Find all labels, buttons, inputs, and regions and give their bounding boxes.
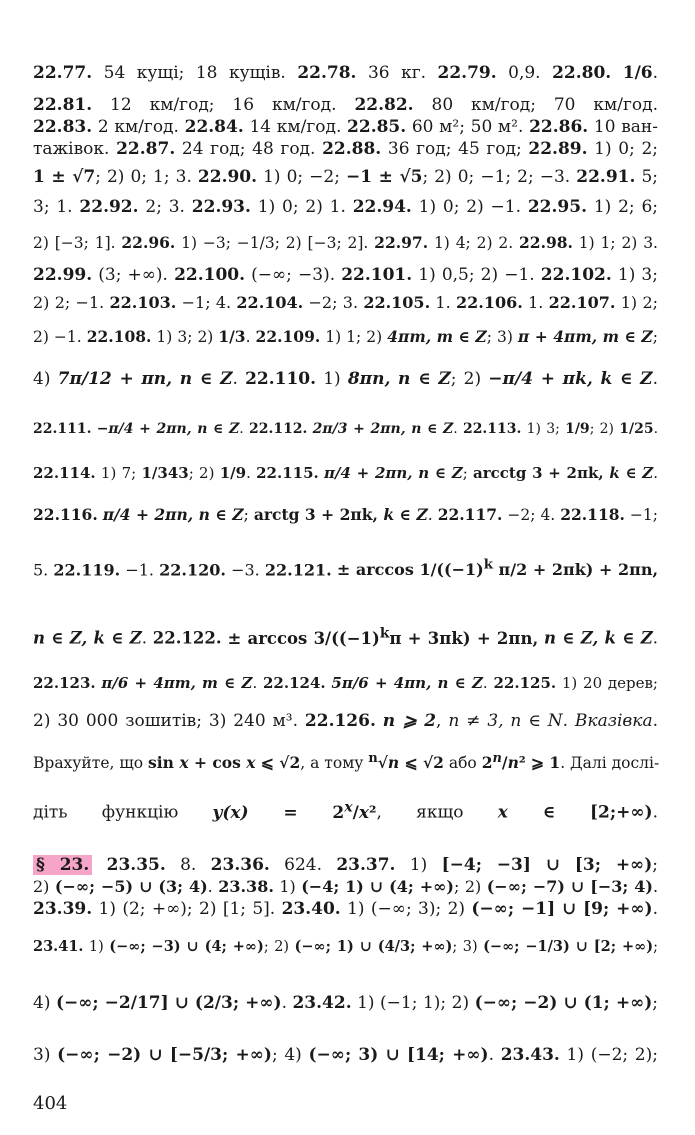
answer-line: 4) 7π/12 + πn, n ∈ Z. 22.110. 1) 8πn, n ∈ Z; 2) −π/4 + πk, k ∈ Z.	[33, 369, 658, 389]
answer-line: 2) −1. 22.108. 1) 3; 2) 1/3. 22.109. 1) 1; 2) 4πm, m ∈ Z; 3) π + 4πm, m ∈ Z;	[33, 327, 658, 346]
answer-line: 22.116. π/4 + 2πn, n ∈ Z; arctg 3 + 2πk, k ∈ Z. 22.117. −2; 4. 22.118. −1;	[33, 505, 658, 524]
answer-line: 2) [−3; 1]. 22.96. 1) −3; −1/3; 2) [−3; 2]. 22.97. 1) 4; 2) 2. 22.98. 1) 1; 2) 3.	[33, 233, 658, 252]
answer-line: 22.77. 54 кущі; 18 кущів. 22.78. 36 кг. 22.79. 0,9. 22.80. 1/6.	[33, 63, 659, 83]
answer-line: 3; 1. 22.92. 2; 3. 22.93. 1) 0; 2) 1. 22.94. 1) 0; 2) −1. 22.95. 1) 2; 6;	[33, 197, 658, 217]
answer-line: Врахуйте, що sin x + cos x ⩽ √2, а тому $^n$√n ⩽ √2 або 2$^n$/n² ⩾ 1. Далі дослі-	[33, 751, 660, 773]
answer-line: 22.111. −π/4 + 2πn, n ∈ Z. 22.112. 2π/3 + 2πn, n ∈ Z. 22.113. 1) 3; 1/9; 2) 1/25.	[33, 421, 659, 437]
answer-line: 22.123. π/6 + 4πm, m ∈ Z. 22.124. 5π/6 + 4πn, n ∈ Z. 22.125. 1) 20 дерев;	[33, 674, 658, 692]
answer-line: 22.114. 1) 7; 1/343; 2) 1/9. 22.115. π/4 + 2πn, n ∈ Z; arcctg 3 + 2πk, k ∈ Z.	[33, 464, 659, 482]
answer-line: 22.99. (3; +∞). 22.100. (−∞; −3). 22.101. 1) 0,5; 2) −1. 22.102. 1) 3;	[33, 265, 658, 285]
answer-line: 5. 22.119. −1. 22.120. −3. 22.121. ± $\arccos 1/((-1)^k$ π/2 + 2πk) + 2πn,	[33, 557, 659, 580]
answer-line: тажівок. 22.87. 24 год; 48 год. 22.88. 36 год; 45 год; 22.89. 1) 0; 2;	[33, 139, 658, 159]
answer-line: 1 ± √7; 2) 0; 1; 3. 22.90. 1) 0; −2; −1 ± √5; 2) 0; −1; 2; −3. 22.91. 5;	[33, 167, 658, 187]
answer-line: 2) 30 000 зошитів; 3) 240 м³. 22.126. n ⩾ 2, n ≠ 3, n ∈ N. Вказівка.	[33, 711, 658, 731]
answer-line: 4) (−∞; −2/17] ∪ (2/3; +∞). 23.42. 1) (−1; 1); 2) (−∞; −2) ∪ (1; +∞);	[33, 993, 659, 1013]
answer-line: 23.41. 1) (−∞; −3) ∪ (4; +∞); 2) (−∞; 1) ∪ (4/3; +∞); 3) (−∞; −1/3) ∪ [2; +∞);	[33, 938, 658, 955]
answer-line: діть функцію $y(x) = 2^x/x^2$, якщо x ∈ [2;+∞).	[33, 799, 658, 823]
answer-line: § 23. 23.35. 8. 23.36. 624. 23.37. 1) [−4; −3] ∪ [3; +∞);	[33, 854, 658, 876]
answer-line: 22.81. 12 км/год; 16 км/год. 22.82. 80 км/год; 70 км/год.	[33, 95, 658, 115]
answer-line: 2) 2; −1. 22.103. −1; 4. 22.104. −2; 3. 22.105. 1. 22.106. 1. 22.107. 1) 2;	[33, 293, 659, 312]
answer-line: 23.39. 1) (2; +∞); 2) [1; 5]. 23.40. 1) (−∞; 3); 2) (−∞; −1] ∪ [9; +∞).	[33, 899, 658, 919]
answer-line: 22.83. 2 км/год. 22.84. 14 км/год. 22.85. 60 м²; 50 м². 22.86. 10 ван-	[33, 117, 658, 137]
answer-line: 3) (−∞; −2) ∪ [−5/3; +∞); 4) (−∞; 3) ∪ [14; +∞). 23.43. 1) (−2; 2);	[33, 1045, 658, 1065]
page-number: 404	[33, 1093, 68, 1114]
answer-line: 2) (−∞; −5) ∪ (3; 4). 23.38. 1) (−4; 1) ∪ (4; +∞); 2) (−∞; −7) ∪ [−3; 4).	[33, 877, 659, 896]
answer-line: n ∈ Z, k ∈ Z. 22.122. ± $\arccos 3/((-1)^k\pi + 3\pi k) + 2\pi n$, n ∈ Z, k ∈ Z.	[33, 625, 658, 648]
